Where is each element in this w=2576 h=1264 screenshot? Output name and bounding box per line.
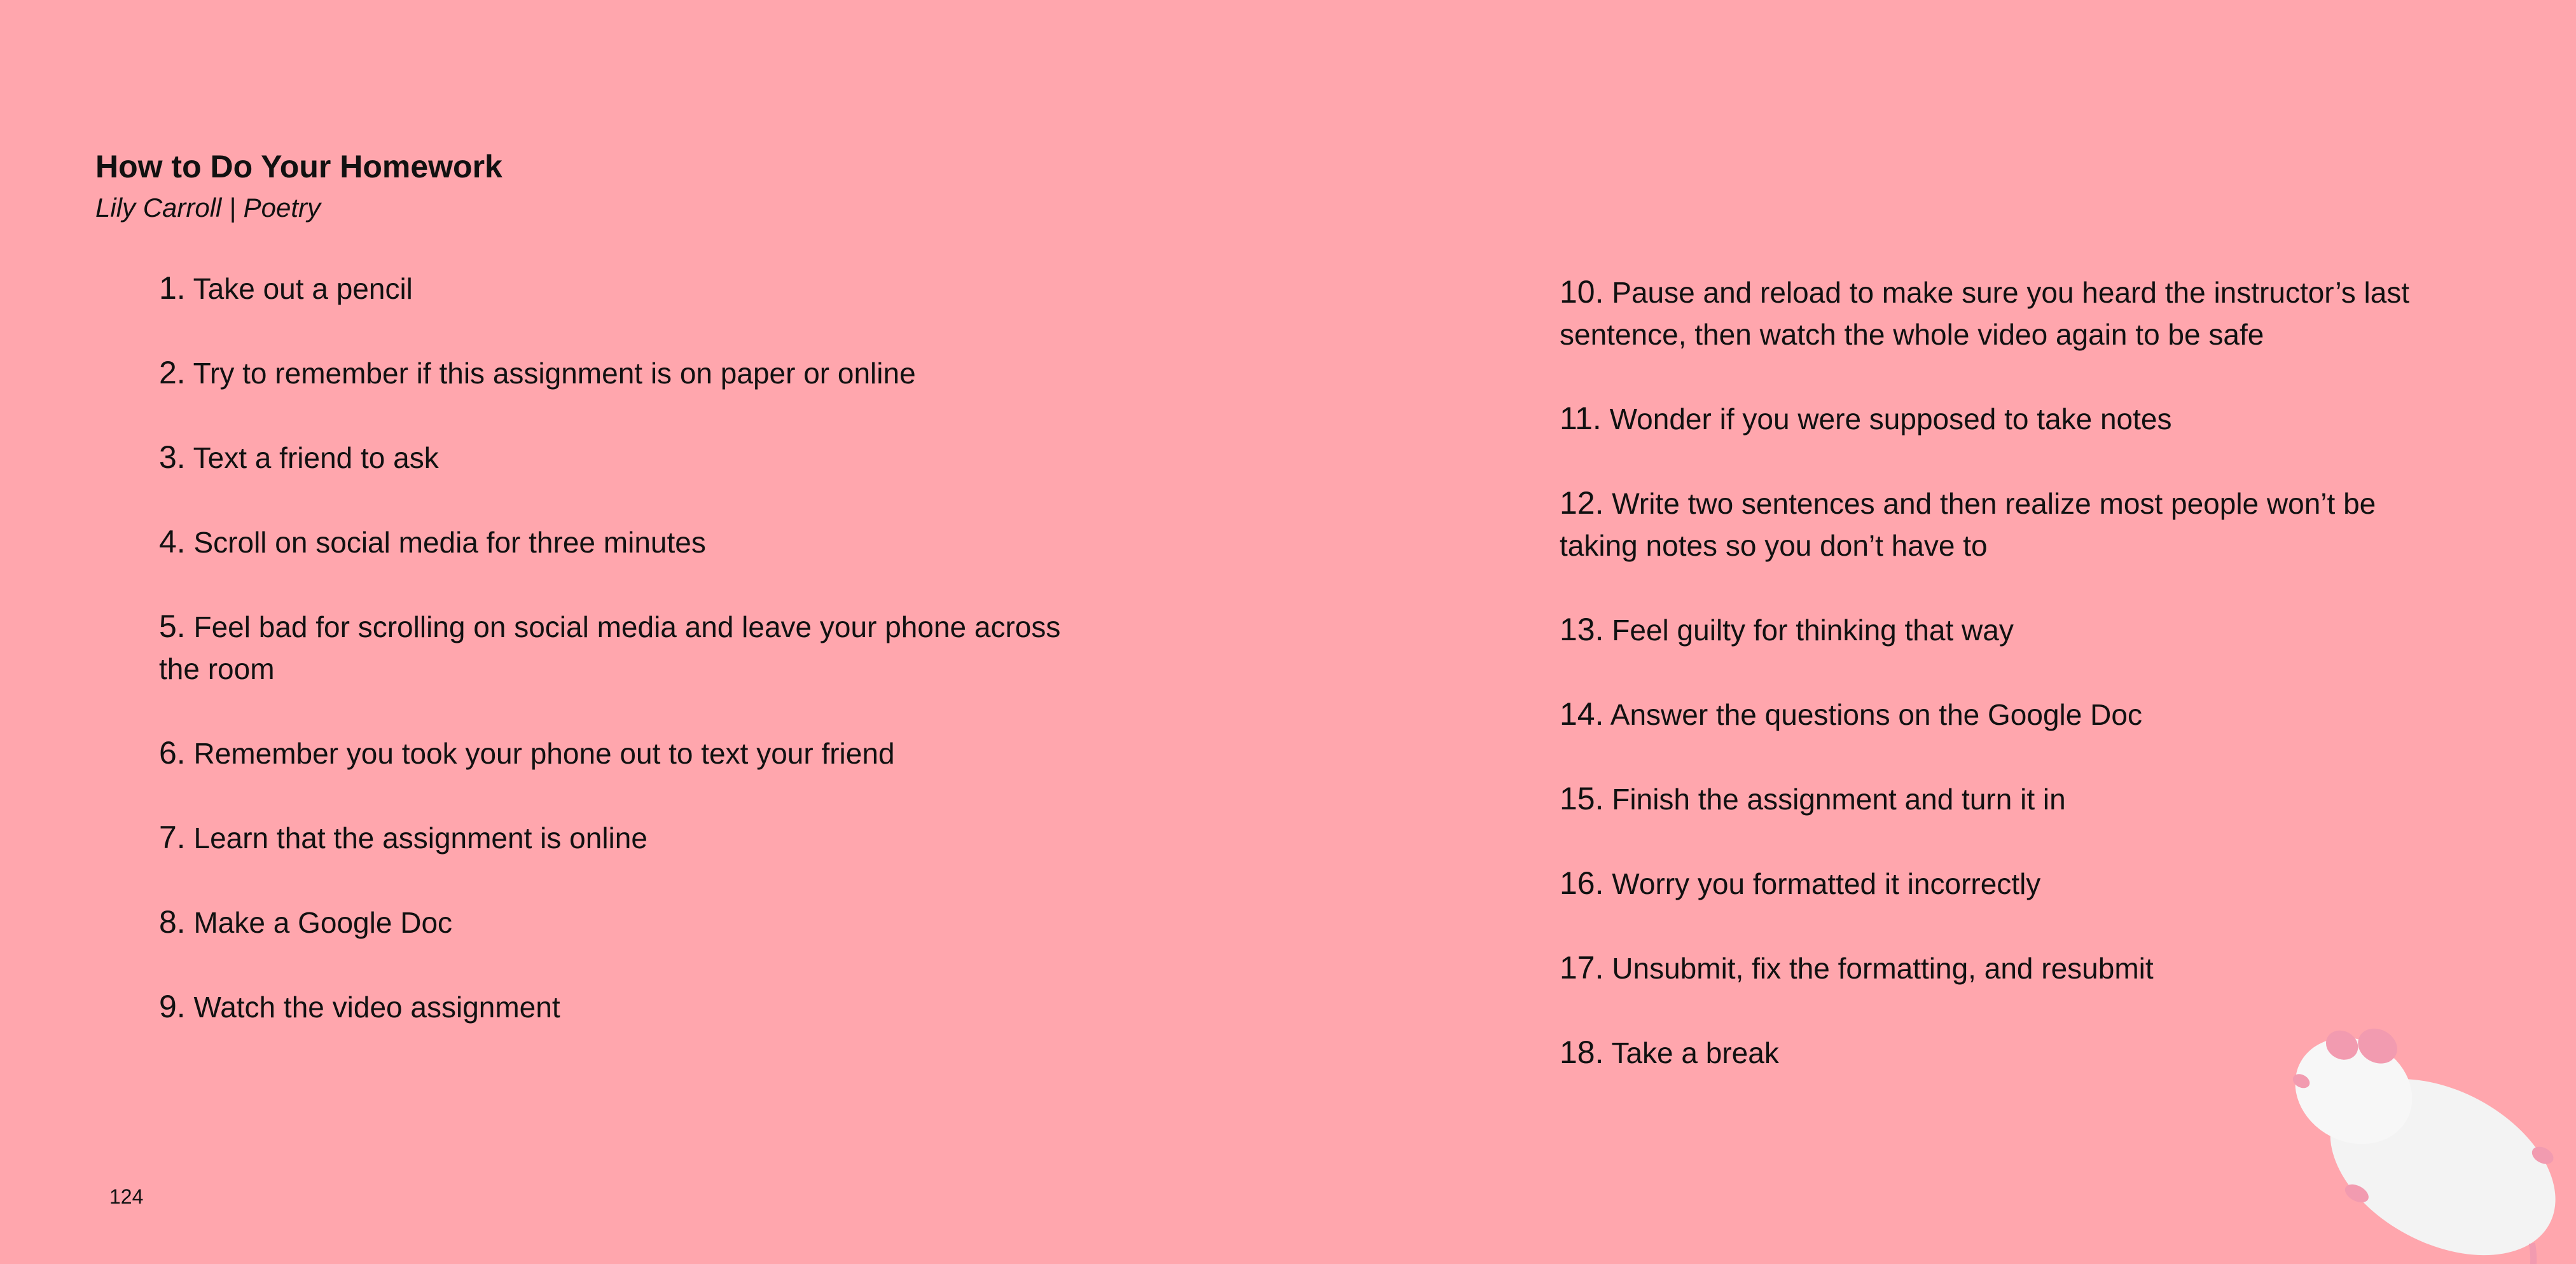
poem-step [1560, 778, 2450, 820]
step-text: Answer the questions on the Google Doc [1610, 698, 2142, 731]
step-text: Learn that the assignment is online [193, 821, 647, 855]
step-text: Take out a pencil [193, 272, 413, 305]
step-text: Feel bad for scrolling on social media and leave your phone across the room [159, 610, 1061, 685]
poem-byline: Lily Carroll | Poetry [95, 193, 321, 223]
step-text: Text a friend to ask [193, 441, 439, 474]
step-text: Make a Google Doc [193, 906, 453, 939]
step-text: Watch the video assignment [193, 991, 560, 1024]
step-number: 18. [1560, 1034, 1604, 1070]
step-number: 12. [1560, 485, 1604, 521]
poem-step [1560, 271, 2450, 355]
step-text: Try to remember if this assignment is on paper or online [193, 357, 916, 390]
page-number: 124 [109, 1185, 144, 1208]
step-text: Remember you took your phone out to text your friend [193, 737, 895, 770]
step-text: Scroll on social media for three minutes [193, 526, 706, 559]
poem-step [1560, 608, 2450, 651]
step-number: 3. [159, 439, 186, 475]
right-column-list [1560, 271, 2450, 1116]
step-number: 9. [159, 989, 186, 1024]
poem-step [1560, 482, 2450, 567]
poem-step [159, 605, 1100, 690]
step-number: 11. [1560, 401, 1602, 436]
poem-step [159, 521, 1100, 563]
step-number: 7. [159, 820, 186, 855]
poem-title: How to Do Your Homework [95, 149, 502, 184]
step-number: 17. [1560, 950, 1604, 986]
poem-step [159, 986, 1100, 1028]
step-number: 1. [159, 270, 186, 306]
step-number: 10. [1560, 274, 1604, 310]
poem-step [159, 732, 1100, 774]
step-text: Worry you formatted it incorrectly [1612, 867, 2041, 900]
step-number: 16. [1560, 865, 1604, 901]
poem-step [159, 816, 1100, 859]
step-text: Take a break [1611, 1036, 1779, 1069]
step-number: 5. [159, 608, 186, 644]
poem-step [1560, 397, 2450, 440]
poem-step [1560, 693, 2450, 736]
step-number: 13. [1560, 612, 1604, 647]
poem-step [1560, 947, 2450, 989]
step-number: 8. [159, 904, 186, 940]
step-number: 6. [159, 735, 186, 771]
poem-step [159, 352, 1100, 394]
poem-step [1560, 862, 2450, 905]
step-text: Wonder if you were supposed to take notes [1609, 402, 2172, 436]
step-text: Unsubmit, fix the formatting, and resubmit [1612, 952, 2154, 985]
step-text: Pause and reload to make sure you heard the instructor’s last sentence, then watch the whole video again to be safe [1560, 276, 2410, 351]
step-text: Write two sentences and then realize most people won’t be taking notes so you don’t have to [1560, 487, 2376, 562]
step-number: 2. [159, 355, 186, 390]
step-text: Feel guilty for thinking that way [1612, 614, 2014, 647]
rat-illustration [2258, 1022, 2576, 1264]
step-number: 14. [1560, 696, 1604, 732]
step-number: 4. [159, 524, 186, 560]
poem-step [159, 901, 1100, 944]
poem-step [159, 267, 1100, 310]
step-number: 15. [1560, 781, 1604, 816]
poem-step [159, 436, 1100, 479]
step-text: Finish the assignment and turn it in [1612, 783, 2066, 816]
left-column-list [159, 267, 1100, 1070]
